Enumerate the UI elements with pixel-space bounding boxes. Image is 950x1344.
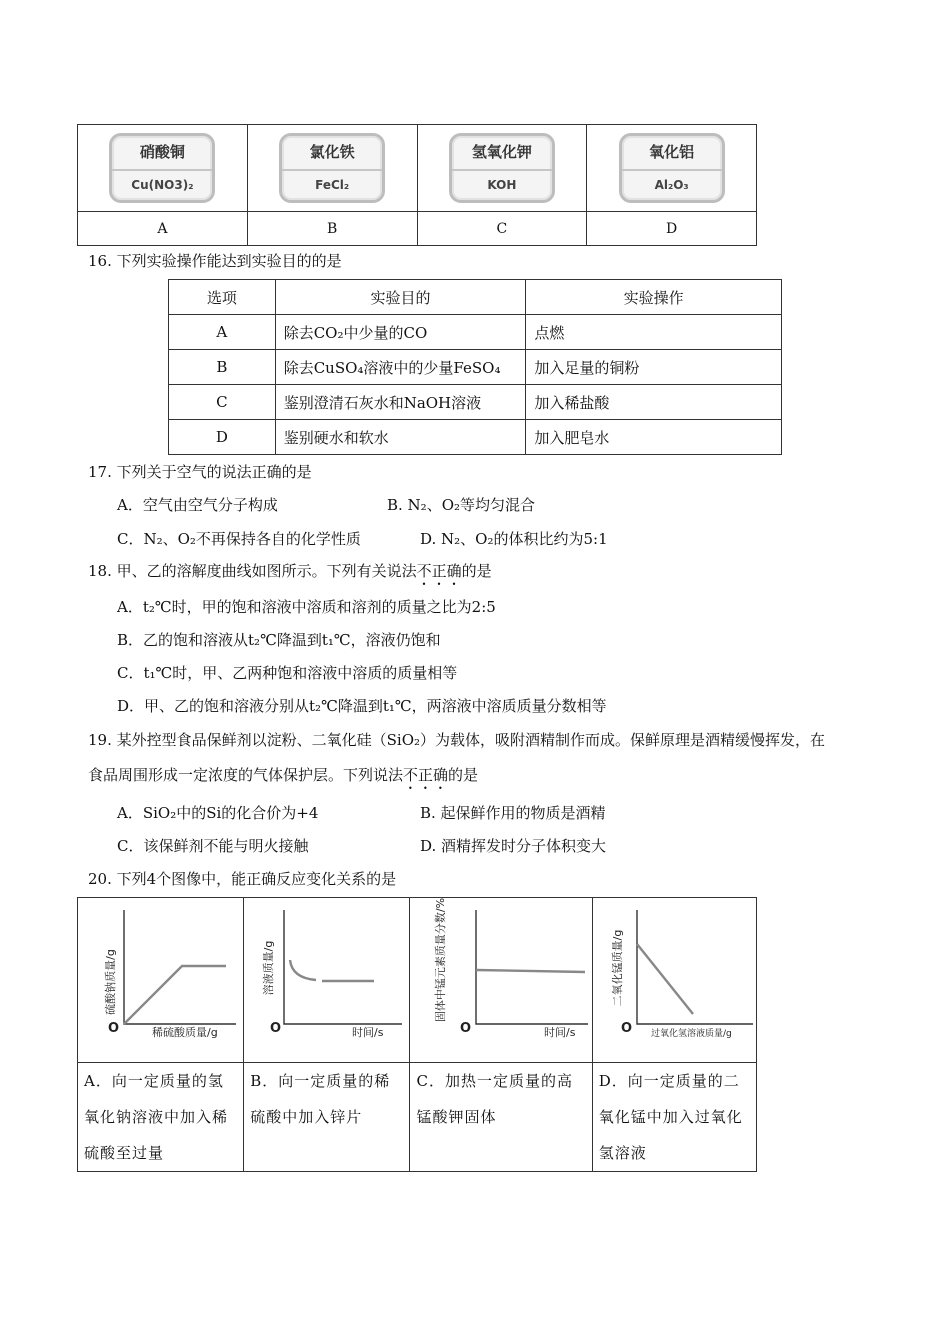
reagent-name: 氧化铝 <box>622 136 722 171</box>
graph-x-label: 时间/s <box>544 1026 576 1039</box>
graph-x-label: 时间/s <box>352 1026 384 1039</box>
graph-a <box>78 898 243 1062</box>
stem-text: 食品周围形成一定浓度的气体保护层。下列说法 <box>88 766 404 784</box>
reagent-label <box>619 133 725 203</box>
reagent-name: 氢氧化钾 <box>452 136 552 171</box>
reagent-formula: KOH <box>487 178 517 192</box>
graph-y-label: 溶液质量/g <box>262 940 276 996</box>
option-c: C．t₁℃时，甲、乙两种饱和溶液中溶质的质量相等 <box>117 664 458 682</box>
option-a: A．t₂℃时，甲的饱和溶液中溶质和溶剂的质量之比为2:5 <box>117 598 496 616</box>
table-cell: C <box>169 385 276 420</box>
table-cell: 加入足量的铜粉 <box>526 350 782 385</box>
option-c: C．N₂、O₂不再保持各自的化学性质 <box>117 530 361 548</box>
graph-cell-b <box>244 898 410 1063</box>
emphasis-text: 不正确 <box>416 562 462 580</box>
graph-curve <box>290 960 316 980</box>
graph-origin: O <box>108 1021 120 1036</box>
reagent-label-table <box>77 124 757 246</box>
table-header: 选项 <box>169 280 276 315</box>
table-cell: 鉴别硬水和软水 <box>275 420 526 455</box>
table-header: 实验操作 <box>526 280 782 315</box>
graph-axes <box>284 910 402 1024</box>
graph-y-label: 固体中锰元素质量分数/% <box>434 898 448 1023</box>
graph-curve <box>637 944 693 1014</box>
stem-text: 的是 <box>461 562 492 580</box>
graph-origin: O <box>620 1021 632 1036</box>
graph-caption: B．向一定质量的稀硫酸中加入锌片 <box>244 1063 410 1172</box>
graph-cell-a <box>78 898 244 1063</box>
option-letter: C <box>417 212 587 246</box>
graph-x-label: 稀硫酸质量/g <box>152 1026 218 1039</box>
table-cell: B <box>169 350 276 385</box>
graph-caption: A．向一定质量的氢氧化钠溶液中加入稀硫酸至过量 <box>78 1063 244 1172</box>
graph-origin: O <box>270 1021 282 1036</box>
label-cell-b <box>247 125 417 212</box>
question-17-stem: 17. 下列关于空气的说法正确的是 <box>88 463 312 481</box>
option-a: A．SiO₂中的Si的化合价为+4 <box>117 804 319 822</box>
table-row <box>169 315 782 350</box>
graph-y-label: 硫酸钠质量/g <box>104 949 117 1015</box>
graph-caption: C．加热一定质量的高锰酸钾固体 <box>410 1063 592 1172</box>
table-cell: 鉴别澄清石灰水和NaOH溶液 <box>275 385 526 420</box>
option-letter: A <box>78 212 248 246</box>
table-cell: 除去CO₂中少量的CO <box>275 315 526 350</box>
label-cell-a <box>78 125 248 212</box>
option-b: B. 起保鲜作用的物质是酒精 <box>420 804 606 822</box>
graph-x-label: 过氧化氢溶液质量/g <box>650 1029 732 1039</box>
table-row <box>169 350 782 385</box>
table-row <box>169 420 782 455</box>
option-letter: B <box>247 212 417 246</box>
table-header: 实验目的 <box>275 280 526 315</box>
question-19-stem-line2 <box>88 764 478 793</box>
option-d: D. 酒精挥发时分子体积变大 <box>420 837 607 855</box>
option-a: A．空气由空气分子构成 <box>117 496 278 514</box>
reagent-name: 氯化铁 <box>282 136 382 171</box>
reagent-name: 硝酸铜 <box>112 136 212 171</box>
table-cell: 加入稀盐酸 <box>526 385 782 420</box>
stem-text: 18. 甲、乙的溶解度曲线如图所示。下列有关说法 <box>88 562 417 580</box>
graph-y-label: 二氧化锰质量/g <box>610 929 624 1007</box>
graph-axes <box>476 910 588 1024</box>
graph-origin: O <box>460 1021 472 1036</box>
reagent-formula: Cu(NO3)₂ <box>131 178 194 192</box>
graph-b <box>244 898 409 1062</box>
option-b: B. N₂、O₂等均匀混合 <box>387 496 536 514</box>
option-d: D．甲、乙的饱和溶液分别从t₂℃降温到t₁℃，两溶液中溶质质量分数相等 <box>117 697 607 715</box>
question-19-stem-line1: 19. 某外控型食品保鲜剂以淀粉、二氧化硅（SiO₂）为载体，吸附酒精制作而成。保鲜原理是酒精缓慢挥发，在 <box>88 731 826 749</box>
reagent-label <box>279 133 385 203</box>
graph-cell-d <box>592 898 756 1063</box>
reagent-formula: FeCl₂ <box>315 178 350 192</box>
reagent-formula: Al₂O₃ <box>654 178 689 192</box>
graph-table <box>77 897 757 1172</box>
table-cell: 点燃 <box>526 315 782 350</box>
table-cell: A <box>169 315 276 350</box>
table-row <box>169 385 782 420</box>
graph-caption: D．向一定质量的二氧化锰中加入过氧化氢溶液 <box>592 1063 756 1172</box>
option-d: D. N₂、O₂的体积比约为5:1 <box>420 530 608 548</box>
graph-curve <box>476 970 585 972</box>
table-cell: 加入肥皂水 <box>526 420 782 455</box>
label-cell-c <box>417 125 587 212</box>
emphasis-text: 不正确 <box>403 766 449 784</box>
reagent-label <box>449 133 555 203</box>
label-cell-d <box>587 125 757 212</box>
experiment-table <box>168 279 782 455</box>
option-c: C．该保鲜剂不能与明火接触 <box>117 837 309 855</box>
option-letter: D <box>587 212 757 246</box>
table-cell: 除去CuSO₄溶液中的少量FeSO₄ <box>275 350 526 385</box>
reagent-label <box>109 133 215 203</box>
option-b: B．乙的饱和溶液从t₂℃降温到t₁℃，溶液仍饱和 <box>117 631 441 649</box>
table-cell: D <box>169 420 276 455</box>
question-16-stem: 16. 下列实验操作能达到实验目的的是 <box>88 252 342 270</box>
stem-text: 的是 <box>448 766 479 784</box>
question-20-stem: 20. 下列4个图像中，能正确反应变化关系的是 <box>88 870 397 888</box>
graph-cell-c <box>410 898 592 1063</box>
question-18-stem <box>88 560 492 589</box>
graph-d <box>593 898 756 1062</box>
graph-curve <box>124 966 226 1024</box>
graph-c <box>410 898 591 1062</box>
